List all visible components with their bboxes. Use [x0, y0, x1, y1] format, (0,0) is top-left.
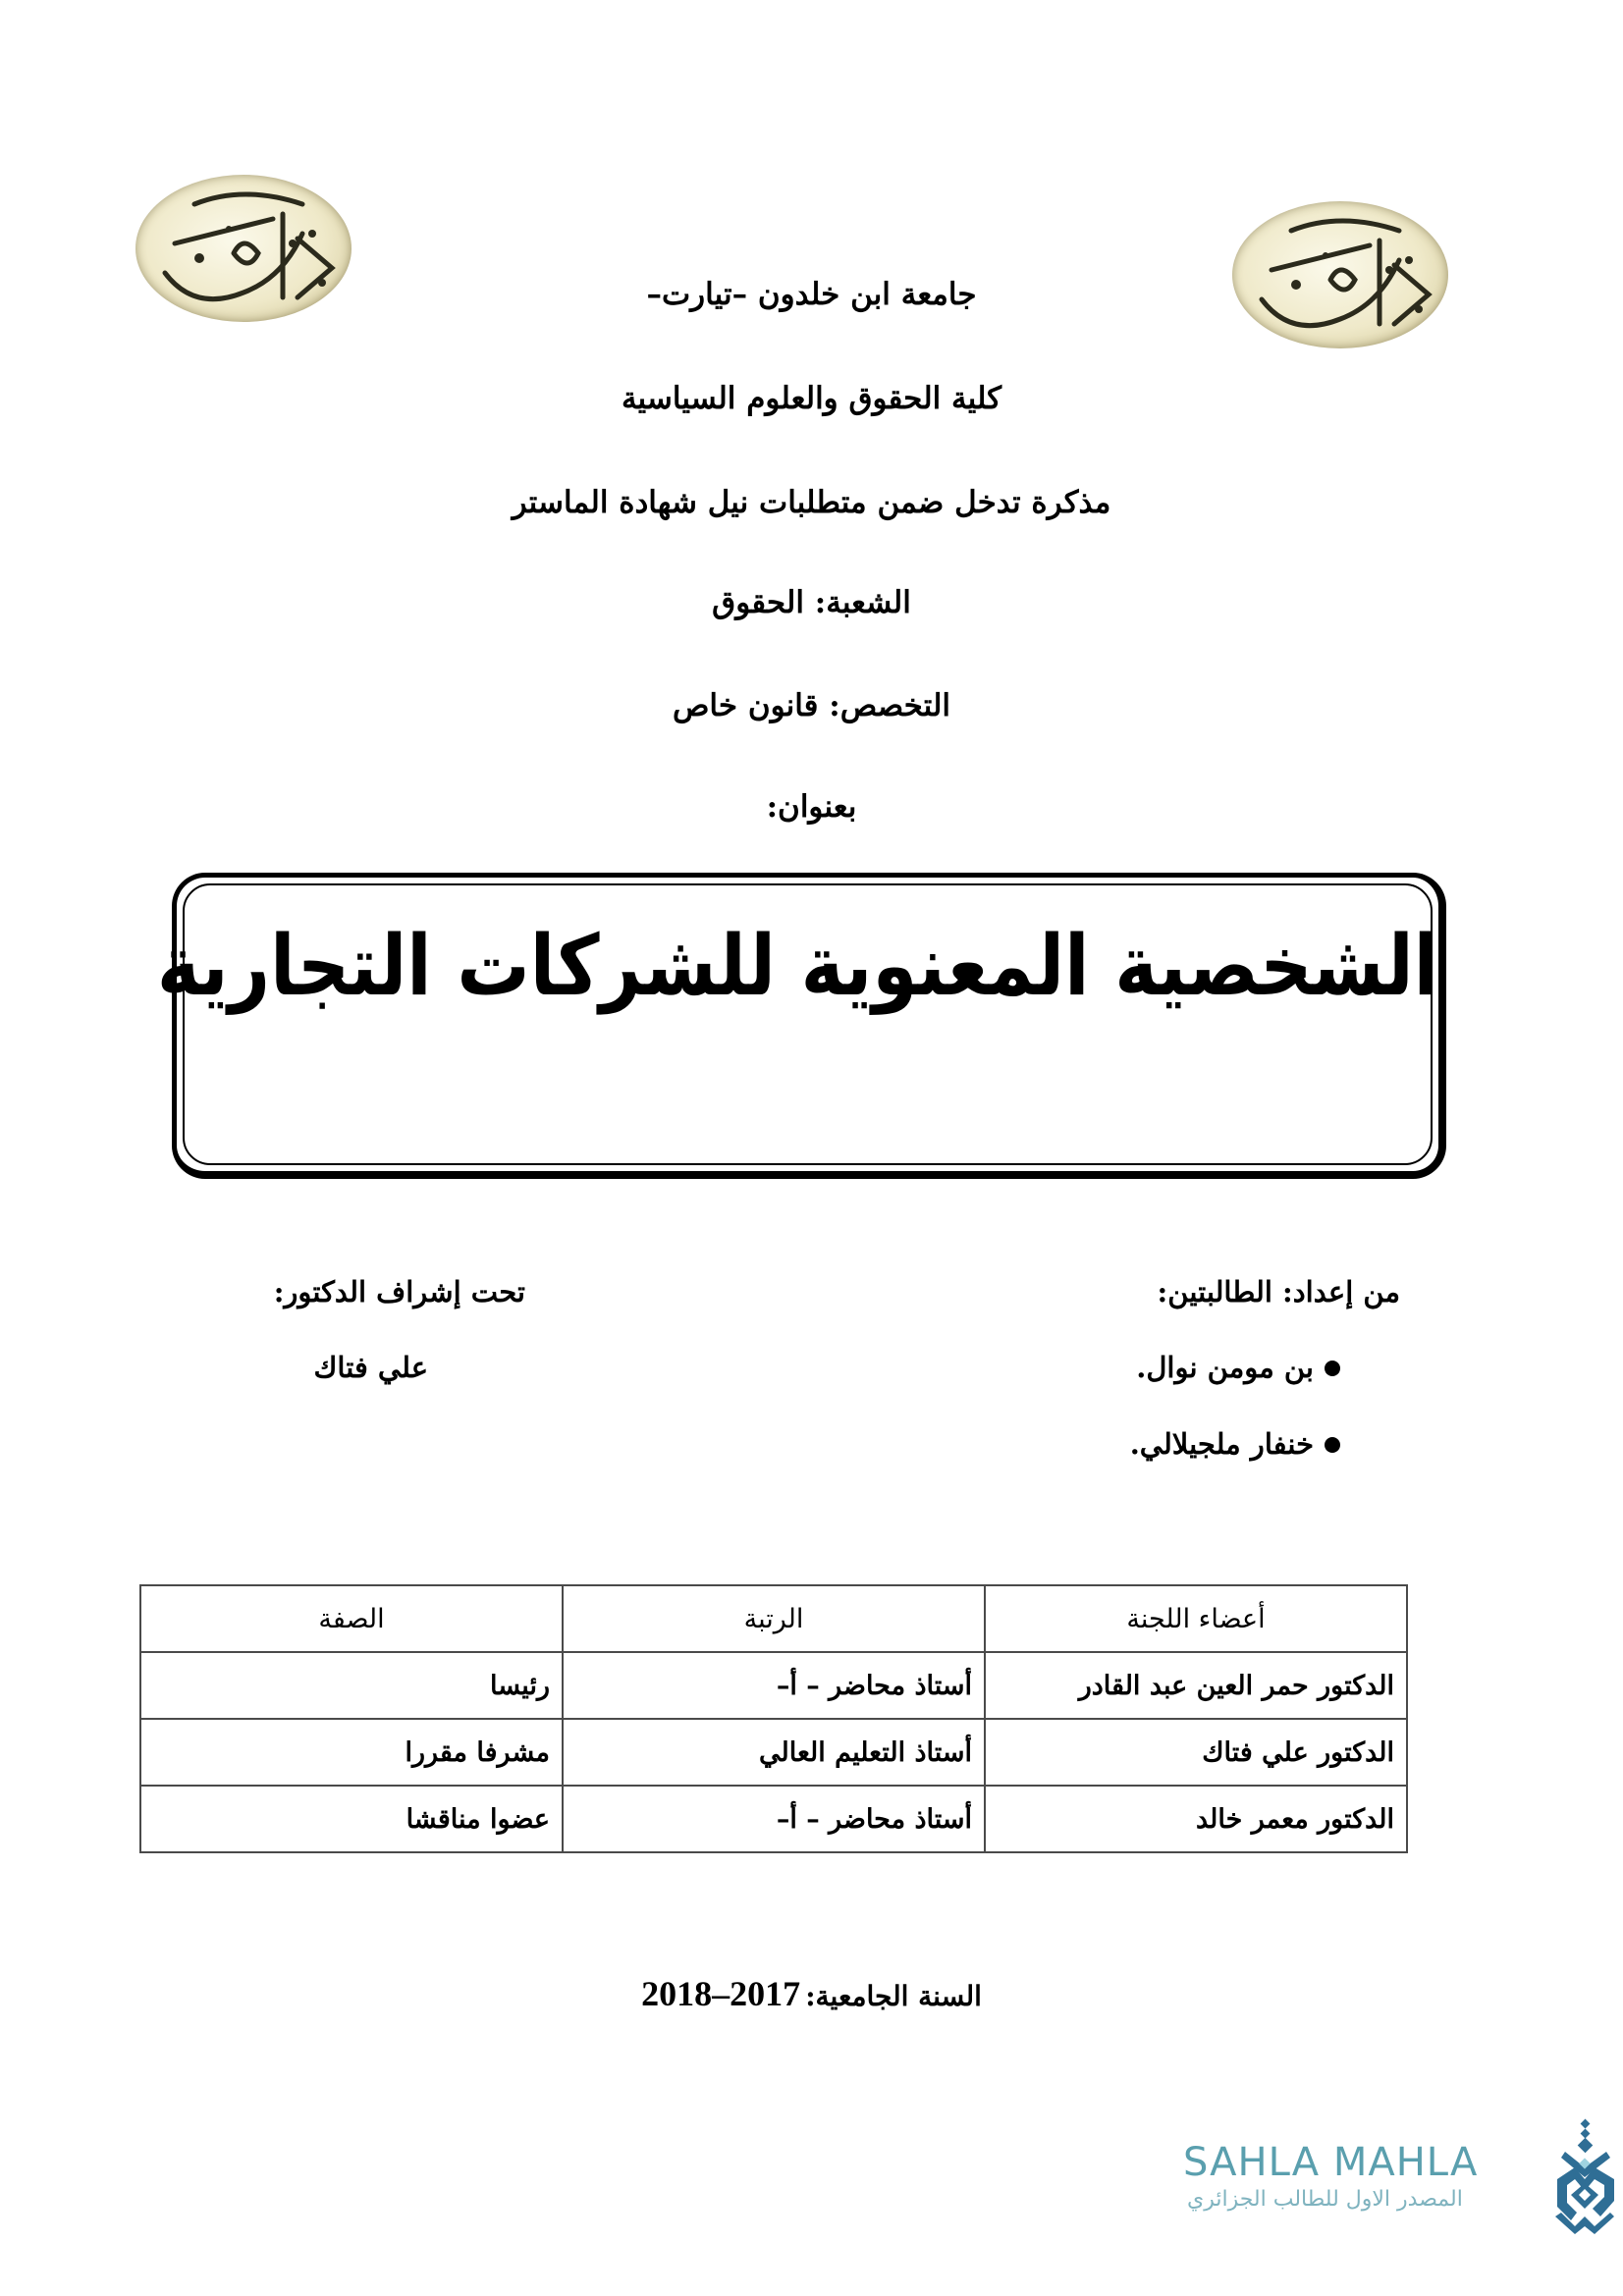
committee-table [139, 1584, 1408, 1853]
member-role: مشرفا مقررا [140, 1719, 563, 1786]
table-row [140, 1786, 1407, 1852]
member-rank: أستاذ محاضر – أ– [563, 1786, 985, 1852]
column-header-rank: الرتبة [563, 1585, 985, 1652]
student-name-1: بن مومن نوال. [1136, 1351, 1314, 1384]
branch-line: الشعبة: الحقوق [712, 585, 911, 620]
member-role: عضوا مناقشا [140, 1786, 563, 1852]
brand-tagline: المصدر الاول للطالب الجزائري [1187, 2187, 1463, 2212]
member-name: الدكتور معمر خالد [985, 1786, 1407, 1852]
table-row [140, 1719, 1407, 1786]
footer-brand-logo [1183, 2140, 1615, 2248]
academic-year-label: السنة الجامعية: [805, 1980, 982, 2012]
thesis-title: الشخصية المعنوية للشركات التجارية [156, 917, 1438, 1015]
university-name: جامعة ابن خلدون –تيارت– [646, 277, 977, 312]
thesis-title-frame [156, 873, 1446, 1179]
member-rank: أستاذ محاضر – أ– [563, 1652, 985, 1719]
academic-year-value: 2018–2017 [641, 1974, 801, 2013]
faculty-name: كلية الحقوق والعلوم السياسية [621, 381, 1002, 416]
member-name: الدكتور حمر العين عبد القادر [985, 1652, 1407, 1719]
brand-name: SAHLA MAHLA [1183, 2140, 1479, 2185]
academic-year [0, 1973, 1623, 2014]
table-row [140, 1652, 1407, 1719]
specialization-line: التخصص: قانون خاص [672, 688, 951, 723]
member-name: الدكتور علي فتاك [985, 1719, 1407, 1786]
student-name-2: خنفار ملجيلالي. [1129, 1427, 1314, 1461]
bullet-icon [1325, 1437, 1340, 1453]
thesis-purpose: مذكرة تدخل ضمن متطلبات نيل شهادة الماستر [512, 485, 1111, 520]
bullet-icon [1325, 1361, 1340, 1376]
column-header-role: الصفة [140, 1585, 563, 1652]
column-header-members: أعضاء اللجنة [985, 1585, 1407, 1652]
table-header-row [140, 1585, 1407, 1652]
students-label: من إعداد: الطالبتين: [1157, 1275, 1400, 1308]
member-rank: أستاذ التعليم العالي [563, 1719, 985, 1786]
member-role: رئيسا [140, 1652, 563, 1719]
title-intro: بعنوان: [766, 789, 857, 825]
supervisor-name: علي فتاك [313, 1351, 428, 1384]
supervisor-label: تحت إشراف الدكتور: [273, 1275, 525, 1308]
sahla-mahla-emblem-icon [1551, 2118, 1620, 2236]
